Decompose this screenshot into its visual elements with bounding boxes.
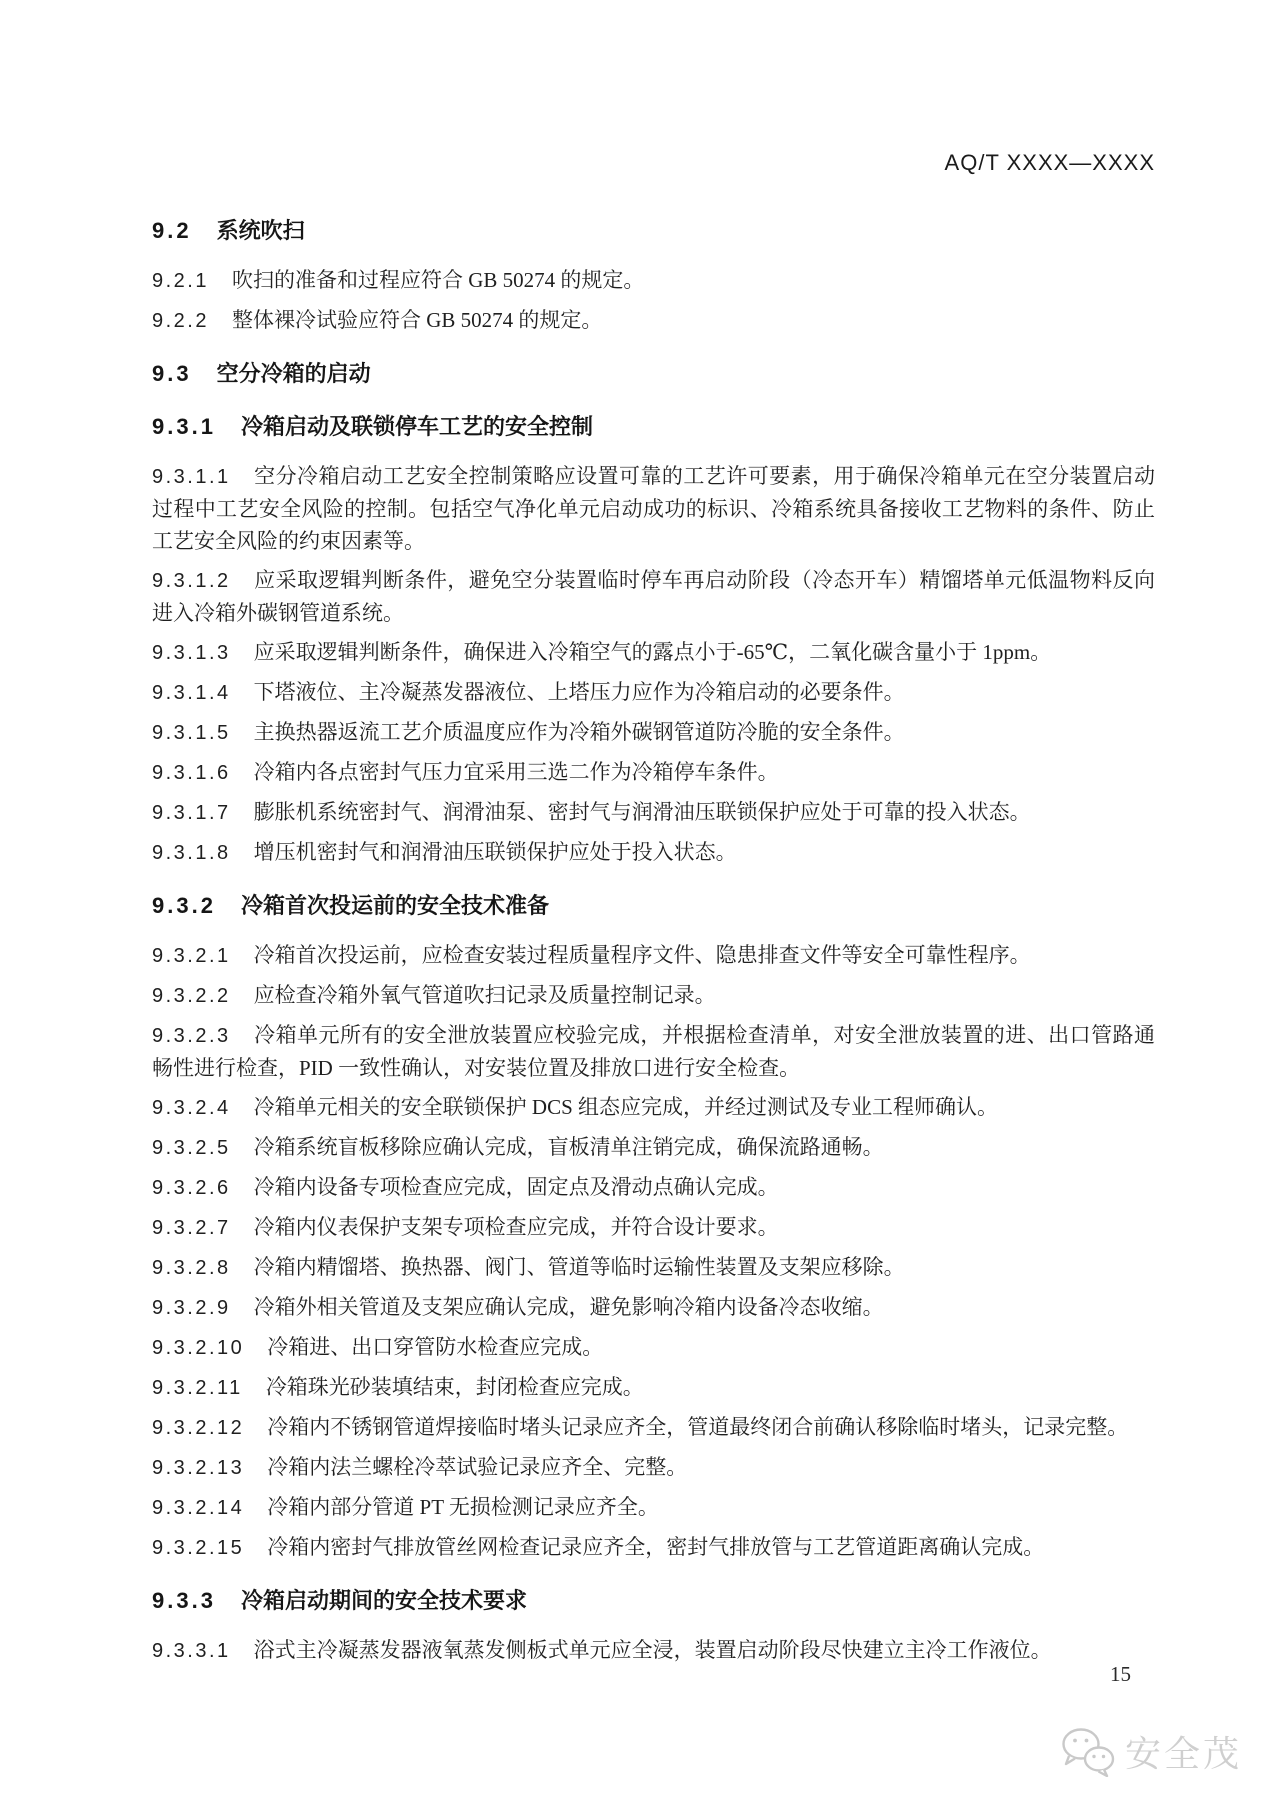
clause: [152, 1371, 1155, 1404]
clause: [152, 1019, 1155, 1084]
clause: [152, 1491, 1155, 1524]
clause-number: 9.3.2.10: [152, 1337, 245, 1359]
clause: [152, 1451, 1155, 1484]
section-title: 系统吹扫: [216, 218, 305, 243]
section-heading: [152, 411, 1155, 443]
clause-number: 9.3.1.2: [152, 570, 231, 592]
clause-text: 冷箱单元相关的安全联锁保护 DCS 组态应完成，并经过测试及专业工程师确认。: [253, 1095, 999, 1119]
clause-number: 9.3.1.7: [152, 802, 231, 824]
clause: [152, 1091, 1155, 1124]
clause: [152, 564, 1155, 629]
clause-text: 整体裸冷试验应符合 GB 50274 的规定。: [231, 308, 603, 332]
clause: [152, 1211, 1155, 1244]
section-heading: [152, 215, 1155, 247]
clause-number: 9.3.2.13: [152, 1457, 245, 1479]
clause-number: 9.3.3: [152, 1588, 216, 1613]
clause-number: 9.2: [152, 218, 192, 243]
clause: [152, 979, 1155, 1012]
clause-text: 冷箱内精馏塔、换热器、阀门、管道等临时运输性装置及支架应移除。: [253, 1255, 905, 1279]
clause-number: 9.3.2.12: [152, 1417, 245, 1439]
clause-text: 增压机密封气和润滑油压联锁保护应处于投入状态。: [253, 840, 737, 864]
clause-number: 9.3.2.1: [152, 945, 231, 967]
section-title: 冷箱启动期间的安全技术要求: [240, 1588, 527, 1613]
clause-text: 冷箱内密封气排放管丝网检查记录应齐全，密封气排放管与工艺管道距离确认完成。: [267, 1535, 1045, 1559]
clause: [152, 1531, 1155, 1564]
clause: [152, 1131, 1155, 1164]
clause-number: 9.2.2: [152, 310, 209, 332]
clause-number: 9.3.2.3: [152, 1025, 231, 1047]
clause: [152, 1291, 1155, 1324]
clause: [152, 836, 1155, 869]
clause-number: 9.3.1.8: [152, 842, 231, 864]
clause: [152, 939, 1155, 972]
clause-number: 9.3.2.6: [152, 1177, 231, 1199]
clause-number: 9.3.2: [152, 893, 216, 918]
clause-number: 9.3.2.5: [152, 1137, 231, 1159]
clause-number: 9.3.2.7: [152, 1217, 231, 1239]
section-heading: [152, 358, 1155, 390]
section-title: 冷箱首次投运前的安全技术准备: [240, 893, 549, 918]
clause-number: 9.3.2.15: [152, 1537, 245, 1559]
clause: [152, 796, 1155, 829]
clause-number: 9.2.1: [152, 270, 209, 292]
clause-text: 冷箱内不锈钢管道焊接临时堵头记录应齐全，管道最终闭合前确认移除临时堵头，记录完整。: [267, 1415, 1129, 1439]
clause-number: 9.3.1: [152, 414, 216, 439]
clause-number: 9.3.2.2: [152, 985, 231, 1007]
clause-text: 主换热器返流工艺介质温度应作为冷箱外碳钢管道防冷脆的安全条件。: [253, 720, 905, 744]
clause: [152, 1634, 1155, 1667]
section-title: 冷箱启动及联锁停车工艺的安全控制: [240, 414, 593, 439]
clause-number: 9.3.1.4: [152, 682, 231, 704]
clause-text: 空分冷箱启动工艺安全控制策略应设置可靠的工艺许可要素，用于确保冷箱单元在空分装置启动过程中工艺安全风险的控制。包括空气净化单元启动成功的标识、冷箱系统具备接收工艺物料的条件、防止工艺安全风险的约束因素等。: [152, 464, 1155, 553]
clause: [152, 676, 1155, 709]
clause-text: 冷箱单元所有的安全泄放装置应校验完成，并根据检查清单，对安全泄放装置的进、出口管路通畅性进行检查，PID 一致性确认，对安装位置及排放口进行安全检查。: [152, 1023, 1155, 1080]
clause-number: 9.3.3.1: [152, 1640, 231, 1662]
clause-text: 应采取逻辑判断条件，避免空分装置临时停车再启动阶段（冷态开车）精馏塔单元低温物料反向进入冷箱外碳钢管道系统。: [152, 568, 1155, 625]
section-heading: [152, 1585, 1155, 1617]
clause-number: 9.3: [152, 361, 192, 386]
clause-text: 冷箱内法兰螺栓冷萃试验记录应齐全、完整。: [267, 1455, 688, 1479]
clause-number: 9.3.2.11: [152, 1377, 243, 1399]
clause: [152, 1411, 1155, 1444]
clause: [152, 460, 1155, 557]
page-number: 15: [1110, 1662, 1131, 1686]
clause: [152, 716, 1155, 749]
section-heading: [152, 890, 1155, 922]
clause-text: 冷箱首次投运前，应检查安装过程质量程序文件、隐患排查文件等安全可靠性程序。: [253, 943, 1031, 967]
clause-text: 应采取逻辑判断条件，确保进入冷箱空气的露点小于-65℃，二氧化碳含量小于 1ppm。: [253, 640, 1052, 664]
clause-number: 9.3.2.9: [152, 1297, 231, 1319]
clause: [152, 1251, 1155, 1284]
clause-number: 9.3.1.5: [152, 722, 231, 744]
clause-text: 下塔液位、主冷凝蒸发器液位、上塔压力应作为冷箱启动的必要条件。: [253, 680, 905, 704]
clause-text: 冷箱珠光砂装填结束，封闭检查应完成。: [265, 1375, 644, 1399]
clause: [152, 756, 1155, 789]
standard-number-header: AQ/T XXXX—XXXX: [944, 150, 1155, 175]
clause: [152, 304, 1155, 337]
clause-text: 浴式主冷凝蒸发器液氧蒸发侧板式单元应全浸，装置启动阶段尽快建立主冷工作液位。: [253, 1638, 1052, 1662]
clause-number: 9.3.1.1: [152, 466, 231, 488]
clause-number: 9.3.1.6: [152, 762, 231, 784]
clause-text: 冷箱进、出口穿管防水检查应完成。: [267, 1335, 604, 1359]
clause-text: 冷箱内设备专项检查应完成，固定点及滑动点确认完成。: [253, 1175, 779, 1199]
clause-number: 9.3.2.14: [152, 1497, 245, 1519]
clause-text: 冷箱内仪表保护支架专项检查应完成，并符合设计要求。: [253, 1215, 779, 1239]
clause: [152, 1171, 1155, 1204]
document-body: [152, 215, 1155, 1667]
clause-text: 膨胀机系统密封气、润滑油泵、密封气与润滑油压联锁保护应处于可靠的投入状态。: [253, 800, 1031, 824]
clause-number: 9.3.2.4: [152, 1097, 231, 1119]
clause-text: 冷箱内部分管道 PT 无损检测记录应齐全。: [267, 1495, 659, 1519]
clause-text: 冷箱系统盲板移除应确认完成，盲板清单注销完成，确保流路通畅。: [253, 1135, 884, 1159]
clause-text: 应检查冷箱外氧气管道吹扫记录及质量控制记录。: [253, 983, 716, 1007]
section-title: 空分冷箱的启动: [216, 361, 371, 386]
clause-text: 冷箱外相关管道及支架应确认完成，避免影响冷箱内设备冷态收缩。: [253, 1295, 884, 1319]
clause: [152, 264, 1155, 297]
clause-text: 冷箱内各点密封气压力宜采用三选二作为冷箱停车条件。: [253, 760, 779, 784]
watermark: [1059, 1726, 1242, 1777]
wechat-icon: [1059, 1727, 1117, 1777]
clause: [152, 636, 1155, 669]
clause: [152, 1331, 1155, 1364]
watermark-text: 安全茂: [1124, 1733, 1242, 1774]
clause-text: 吹扫的准备和过程应符合 GB 50274 的规定。: [231, 268, 645, 292]
clause-number: 9.3.1.3: [152, 642, 231, 664]
clause-number: 9.3.2.8: [152, 1257, 231, 1279]
